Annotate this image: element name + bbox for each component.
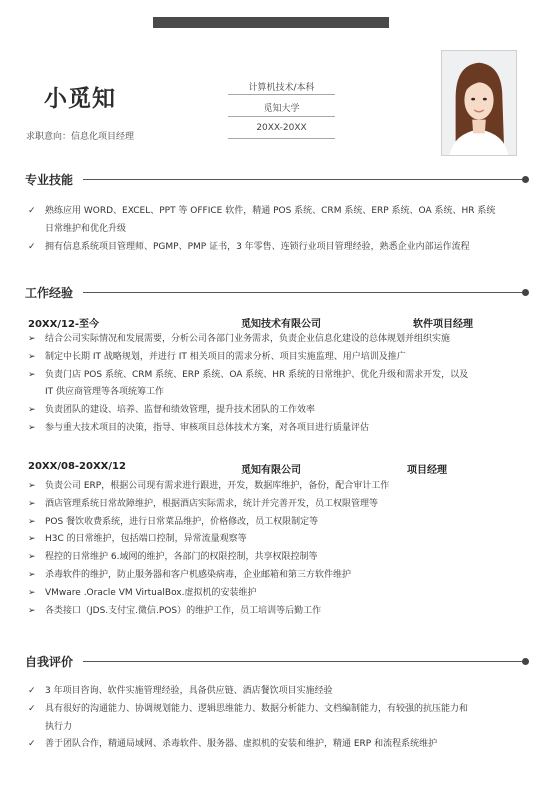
list-item: [28, 567, 528, 585]
arrow-right-icon: ➢: [28, 516, 36, 527]
list-item: [28, 736, 528, 754]
list-item: [28, 531, 528, 549]
list-item-text: 程控的日常维护 6.域网的维护，各部门的权限控制，共享权限控制等: [45, 552, 318, 563]
list-item: [28, 367, 528, 385]
list-item-text: 负责门店 POS 系统、CRM 系统、ERP 系统、OA 系统、HR 系统的日常维护、优化升级和需求开发，以及: [45, 369, 469, 380]
dot-icon: [522, 658, 529, 665]
list-item-text: 制定中长期 IT 战略规划，并进行 IT 相关项目的需求分析、项目实施监理、用户培训及推广: [45, 351, 406, 362]
list-item: [28, 203, 528, 221]
list-item-text: 各类接口（JDS.支付宝.微信.POS）的维护工作，员工培训等后勤工作: [45, 605, 322, 616]
list-item-text: IT 供应商管理等各项统筹工作: [45, 387, 165, 398]
job-objective: 求职意向：信息化项目经理: [26, 132, 135, 142]
arrow-right-icon: ➢: [28, 351, 36, 362]
arrow-right-icon: ➢: [28, 498, 36, 509]
list-item: [28, 603, 528, 621]
section-divider: [83, 292, 524, 293]
job-company: 觅知技术有限公司: [241, 319, 321, 330]
section-divider: [83, 661, 524, 662]
header-decor-bar: [153, 17, 389, 28]
job-role: 项目经理: [407, 465, 447, 476]
check-icon: ✓: [28, 241, 36, 252]
list-item: [28, 585, 528, 603]
list-item-text: 日常维护和优化升级: [45, 223, 127, 234]
list-item-text: 负责公司 ERP，根据公司现有需求进行跟进，开发，数据库维护，备份，配合审计工作: [45, 481, 390, 491]
arrow-right-icon: ➢: [28, 369, 36, 380]
profile-photo: [441, 50, 517, 156]
info-divider: [228, 116, 335, 117]
job-period: 20XX/12-至今: [28, 319, 100, 330]
job-duties-list: [28, 478, 528, 620]
job-header: [28, 315, 528, 331]
job-company: 觅知有限公司: [241, 465, 301, 476]
dot-icon: [522, 289, 529, 296]
list-item-text: 酒店管理系统日常故障维护，根据酒店实际需求，统计并完善开发，员工权限管理等: [45, 498, 379, 509]
list-item-text: 负责团队的建设、培养、监督和绩效管理，提升技术团队的工作效率: [45, 405, 316, 416]
check-icon: ✓: [28, 739, 36, 750]
section-title: 自我评价: [25, 655, 74, 669]
section-title: 专业技能: [25, 173, 74, 187]
list-item: [28, 514, 528, 532]
section-header-evaluation: [25, 653, 529, 669]
info-degree: 计算机技术/本科: [248, 83, 315, 93]
job-role: 软件项目经理: [413, 319, 473, 330]
check-icon: ✓: [28, 703, 36, 714]
section-title: 工作经验: [25, 286, 74, 300]
list-item: [28, 331, 528, 349]
list-item-text: 熟练应用 WORD、EXCEL、PPT 等 OFFICE 软件，精通 POS 系统、CRM 系统、ERP 系统、OA 系统、HR 系统: [45, 206, 496, 216]
dot-icon: [522, 176, 529, 183]
info-divider: [228, 94, 335, 95]
arrow-right-icon: ➢: [28, 481, 36, 491]
list-item-text: VMware .Oracle VM VirtualBox.虚拟机的安装维护: [45, 587, 257, 598]
list-item: [28, 496, 528, 514]
list-item-text: POS 餐饮收费系统，进行日常菜品维护，价格修改，员工权限制定等: [45, 516, 319, 527]
section-header-work: [25, 284, 529, 300]
list-item-text: H3C 的日常维护，包括端口控制，异常流量观察等: [45, 534, 247, 545]
list-item-text: 参与重大技术项目的决策，指导、审核项目总体技术方案，对各项目进行质量评估: [45, 422, 370, 433]
list-item-text: 3 年项目咨询、软件实施管理经验，具备供应链、酒店餐饮项目实施经验: [45, 686, 333, 696]
check-icon: ✓: [28, 206, 36, 216]
list-item: [28, 549, 528, 567]
arrow-right-icon: ➢: [28, 605, 36, 616]
arrow-right-icon: ➢: [28, 587, 36, 598]
arrow-right-icon: ➢: [28, 534, 36, 545]
arrow-right-icon: ➢: [28, 334, 36, 344]
skills-list: [28, 203, 528, 256]
list-item: [28, 384, 528, 402]
info-period: 20XX-20XX: [256, 123, 307, 133]
list-item: [28, 478, 528, 496]
arrow-right-icon: ➢: [28, 405, 36, 416]
list-item: [28, 420, 528, 438]
list-item: [28, 683, 528, 701]
list-item: [28, 349, 528, 367]
arrow-right-icon: ➢: [28, 552, 36, 563]
arrow-right-icon: ➢: [28, 569, 36, 580]
list-item: [28, 221, 528, 239]
list-item-text: 拥有信息系统项目管理师、PGMP、PMP 证书，3 年零售、连锁行业项目管理经验，熟悉企业内部运作流程: [45, 241, 470, 252]
evaluation-list: [28, 683, 528, 754]
list-item-text: 执行力: [45, 721, 73, 732]
info-divider: [228, 138, 335, 139]
job-period: 20XX/08-20XX/12: [28, 461, 126, 472]
job-header: [28, 461, 528, 477]
job-duties-list: [28, 331, 528, 438]
check-icon: ✓: [28, 686, 36, 696]
list-item-text: 具有很好的沟通能力、协调规划能力、逻辑思维能力、数据分析能力、文档编制能力，有较强的抗压能力和: [45, 703, 469, 714]
candidate-name: 小觅知: [44, 86, 116, 112]
list-item-text: 善于团队合作，精通局域网、杀毒软件、服务器、虚拟机的安装和维护，精通 ERP 和流程系统维护: [45, 739, 438, 750]
info-school: 觅知大学: [263, 104, 300, 114]
list-item: [28, 239, 528, 257]
list-item: [28, 719, 528, 737]
section-divider: [83, 179, 524, 180]
arrow-right-icon: ➢: [28, 422, 36, 433]
list-item-text: 结合公司实际情况和发展需要，分析公司各部门业务需求，负责企业信息化建设的总体规划并组织实施: [45, 334, 451, 344]
list-item: [28, 402, 528, 420]
section-header-skills: [25, 171, 529, 187]
list-item-text: 杀毒软件的维护，防止服务器和客户机感染病毒，企业邮箱和第三方软件维护: [45, 569, 352, 580]
list-item: [28, 701, 528, 719]
